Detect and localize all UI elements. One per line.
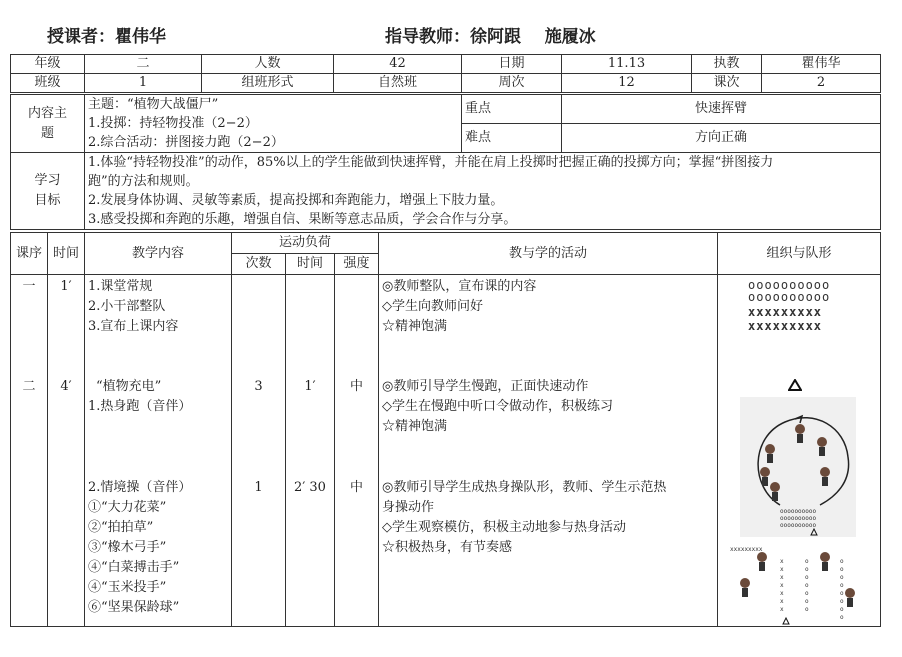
content-lines: [85, 95, 462, 153]
order-1: 一: [22, 279, 36, 294]
content-item: ⑥“坚果保龄球”: [88, 600, 180, 615]
goal-line: 2.发展身体协调、灵敏等素质，提高投掷和奔跑能力，增强上下肢力量。: [88, 193, 504, 208]
svg-text:o: o: [840, 606, 844, 613]
lesson-plan-table: [10, 232, 881, 627]
small-o-row-3: oooooooooo: [780, 522, 817, 529]
activity-item: ◎教师引导学生慢跑，正面快速动作: [382, 379, 589, 394]
week-label: 周次: [462, 74, 562, 93]
col-content: 教学内容: [85, 233, 232, 275]
week-value: 12: [562, 74, 692, 93]
times-cell: [232, 275, 286, 627]
goal-line: 3.感受投掷和奔跑的乐趣，增强自信、果断等意志品质，学会合作与分享。: [88, 212, 517, 227]
goals-label: 学习目标: [11, 153, 85, 230]
date-value: 11.13: [562, 55, 692, 74]
svg-text:o: o: [840, 590, 844, 597]
form-value: 自然班: [334, 74, 462, 93]
content-item: 1.课堂常规: [88, 279, 153, 294]
svg-text:o: o: [805, 606, 809, 613]
hard-value: 方向正确: [562, 124, 881, 153]
activity-item: 身操动作: [382, 500, 435, 515]
formation-x-row: xxxxxxxxx xxxxxxxxx: [748, 305, 823, 333]
svg-text:x: x: [780, 590, 784, 597]
svg-text:o: o: [805, 566, 809, 573]
content-label: 内容主题: [11, 95, 85, 153]
order-2: 二: [22, 379, 36, 394]
content-goals-table: [10, 94, 881, 230]
teach-value: 瞿伟华: [762, 55, 881, 74]
grade-label: 年级: [11, 55, 85, 74]
svg-text:o: o: [840, 558, 844, 565]
duration-cell: [286, 275, 335, 627]
col-order: 课序: [11, 233, 48, 275]
content-item: 2.情境操（音伴）: [88, 480, 192, 495]
teacher-triangle-icon: [788, 379, 802, 391]
time-cell: [48, 275, 85, 627]
content-item: ②“拍拍草”: [88, 520, 154, 535]
svg-text:o: o: [840, 614, 844, 621]
content-line: 1.投掷：持轻物投准（2−2）: [88, 116, 258, 131]
count-value: 42: [334, 55, 462, 74]
svg-text:x: x: [780, 558, 784, 565]
class-label: 班级: [11, 74, 85, 93]
duration-3: 2′ 30: [294, 480, 326, 495]
activity-item: ◇学生观察模仿，积极主动地参与热身活动: [382, 520, 626, 535]
svg-text:x: x: [780, 606, 784, 613]
key-label: 重点: [462, 95, 562, 124]
intensity-2: 中: [349, 379, 363, 394]
teach-label: 执教: [692, 55, 762, 74]
teacher-label: 授课者：瞿伟华: [47, 27, 166, 47]
activity-item: ☆精神饱满: [382, 319, 448, 334]
col-activity: 教与学的活动: [379, 233, 718, 275]
svg-text:o: o: [840, 582, 844, 589]
lesson-label: 课次: [692, 74, 762, 93]
svg-text:o: o: [805, 598, 809, 605]
activity-item: ☆精神饱满: [382, 419, 448, 434]
formation-cell: [718, 275, 881, 627]
svg-text:x: x: [780, 582, 784, 589]
intensity-cell: [335, 275, 379, 627]
col-time: 时间: [48, 233, 85, 275]
content-item: ①“大力花菜”: [88, 500, 167, 515]
guide-teacher-label: [385, 22, 596, 47]
content-item: 3.宣布上课内容: [88, 319, 179, 334]
key-value: 快速挥臂: [562, 95, 881, 124]
lesson-value: 2: [762, 74, 881, 93]
content-item: 2.小干部整队: [88, 299, 166, 314]
info-table: [10, 54, 881, 93]
order-cell: [11, 275, 48, 627]
goal-line: 跑”的方法和规则。: [88, 174, 199, 189]
svg-text:o: o: [805, 582, 809, 589]
svg-text:o: o: [805, 590, 809, 597]
small-o-row-1: oooooooooo: [780, 508, 817, 515]
svg-text:o: o: [840, 574, 844, 581]
content-line: 2.综合活动：拼图接力跑（2−2）: [88, 135, 284, 150]
hard-label: 难点: [462, 124, 562, 153]
goal-line: 1.体验“持轻物投准”的动作，85%以上的学生能做到快速挥臂，并能在肩上投掷时把握正确的投掷方向；掌握“拼图接力: [88, 155, 774, 170]
col-duration: 时间: [286, 254, 335, 275]
form-label: 组班形式: [202, 74, 334, 93]
info-row-2: [11, 74, 881, 93]
goals-lines: [85, 153, 881, 230]
content-item: ④“白菜搏击手”: [88, 560, 180, 575]
col-load: 运动负荷: [232, 233, 379, 254]
count-label: 人数: [202, 55, 334, 74]
content-line: 主题：“植物大战僵尸”: [88, 97, 219, 112]
duration-2: 1′: [304, 379, 316, 394]
svg-text:o: o: [805, 574, 809, 581]
time-2: 4′: [60, 379, 72, 394]
guide-teacher-second: 施履冰: [544, 27, 596, 47]
col-times: 次数: [232, 254, 286, 275]
plan-body-row: [11, 275, 881, 627]
svg-text:o: o: [805, 558, 809, 565]
class-value: 1: [85, 74, 202, 93]
activity-item: ◎教师引导学生成热身操队形，教师、学生示范热: [382, 480, 667, 495]
svg-text:x: x: [780, 566, 784, 573]
svg-text:x: x: [780, 598, 784, 605]
svg-text:o: o: [840, 566, 844, 573]
intensity-3: 中: [349, 480, 363, 495]
exercise-formation-figure: [730, 543, 870, 627]
col-intensity: 强度: [335, 254, 379, 275]
activity-item: ◎教师整队，宣布课的内容: [382, 279, 537, 294]
svg-text:x: x: [780, 574, 784, 581]
content-item: ④“玉米投手”: [88, 580, 167, 595]
formation-o-row: oooooooooo oooooooooo: [748, 278, 831, 304]
date-label: 日期: [462, 55, 562, 74]
times-3: 1: [254, 480, 263, 495]
info-row-1: [11, 55, 881, 74]
grade-value: 二: [85, 55, 202, 74]
content-item: 1.热身跑（音伴）: [88, 399, 192, 414]
activity-cell: [379, 275, 718, 627]
times-2: 3: [254, 379, 263, 394]
time-1: 1′: [60, 279, 72, 294]
content-item: ③“橡木弓手”: [88, 540, 167, 555]
guide-teacher-name: 指导教师：徐阿跟: [385, 27, 521, 47]
content-item: “植物充电”: [96, 379, 162, 394]
content-cell: [85, 275, 232, 627]
small-o-row-2: oooooooooo: [780, 515, 817, 522]
activity-item: ☆积极热身，有节奏感: [382, 540, 513, 555]
col-org: 组织与队形: [718, 233, 881, 275]
small-x-row: xxxxxxxxx: [730, 546, 763, 553]
running-loop-figure: [740, 397, 856, 537]
svg-text:o: o: [840, 598, 844, 605]
activity-item: ◇学生向教师问好: [382, 299, 483, 314]
activity-item: ◇学生在慢跑中听口令做动作，积极练习: [382, 399, 613, 414]
